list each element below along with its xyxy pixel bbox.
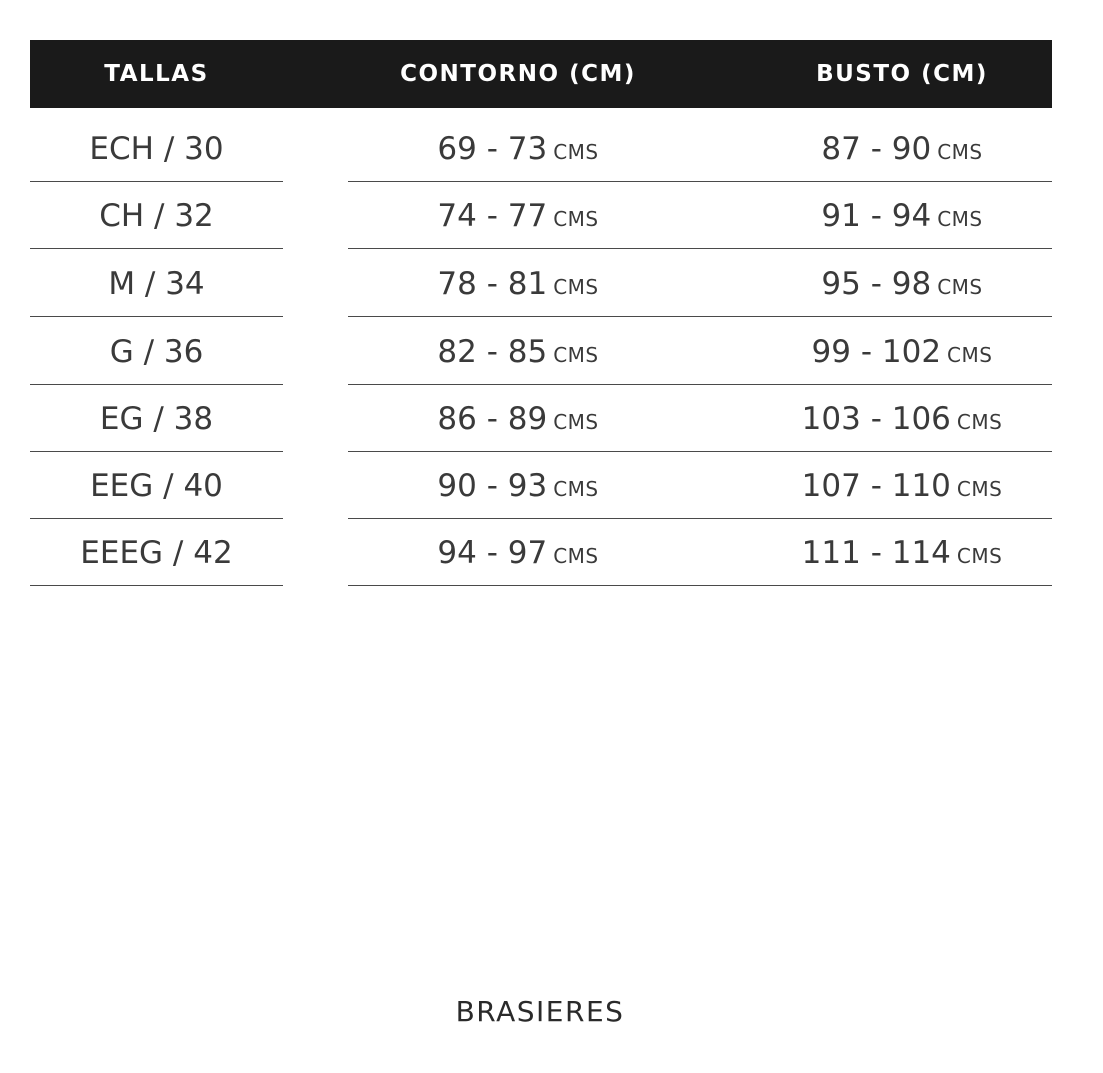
unit-label: CMS	[956, 410, 1003, 434]
table-row	[0, 114, 1103, 182]
contorno-cell	[348, 317, 688, 384]
header-busto: BUSTO (CM)	[816, 61, 988, 87]
busto-value: 111 - 114	[801, 535, 951, 571]
contorno-value: 82 - 85	[437, 334, 548, 370]
unit-label: CMS	[553, 544, 599, 568]
contorno-value: 86 - 89	[437, 401, 548, 437]
busto-cell	[732, 518, 1072, 585]
contorno-cell	[348, 451, 688, 518]
table-header	[30, 40, 1052, 108]
unit-label: CMS	[553, 275, 599, 299]
talla-cell: EEG / 40	[90, 468, 223, 504]
unit-label: CMS	[553, 207, 599, 231]
busto-cell	[732, 317, 1072, 384]
table-row	[0, 518, 1103, 586]
contorno-cell	[348, 518, 688, 585]
divider-line	[348, 585, 1052, 586]
talla-cell: EG / 38	[99, 401, 214, 437]
table-row	[0, 317, 1103, 385]
contorno-cell	[348, 249, 688, 316]
table-row	[0, 451, 1103, 519]
busto-cell	[732, 249, 1072, 316]
contorno-cell	[348, 114, 688, 181]
unit-label: CMS	[956, 544, 1003, 568]
header-contorno: CONTORNO (CM)	[400, 61, 636, 87]
contorno-cell	[348, 181, 688, 248]
talla-cell: G / 36	[109, 334, 204, 370]
unit-label: CMS	[553, 477, 599, 501]
unit-label: CMS	[553, 140, 599, 164]
busto-value: 107 - 110	[801, 468, 951, 504]
contorno-value: 90 - 93	[437, 468, 548, 504]
talla-cell: ECH / 30	[89, 131, 224, 167]
contorno-cell	[348, 384, 688, 451]
unit-label: CMS	[956, 477, 1003, 501]
unit-label: CMS	[553, 410, 599, 434]
contorno-value: 69 - 73	[437, 131, 548, 167]
product-caption: BRASIERES	[455, 995, 625, 1028]
busto-cell	[732, 384, 1072, 451]
unit-label: CMS	[553, 343, 599, 367]
unit-label: CMS	[947, 343, 993, 367]
busto-value: 87 - 90	[821, 131, 932, 167]
header-tallas: TALLAS	[104, 61, 209, 87]
talla-cell: EEEG / 42	[80, 535, 233, 571]
talla-cell: CH / 32	[99, 198, 214, 234]
unit-label: CMS	[937, 207, 983, 231]
busto-value: 95 - 98	[821, 266, 932, 302]
unit-label: CMS	[937, 140, 983, 164]
contorno-value: 74 - 77	[437, 198, 548, 234]
busto-cell	[732, 451, 1072, 518]
busto-value: 99 - 102	[811, 334, 942, 370]
busto-value: 103 - 106	[801, 401, 951, 437]
busto-cell	[732, 114, 1072, 181]
table-row	[0, 384, 1103, 452]
contorno-value: 94 - 97	[437, 535, 548, 571]
table-row	[0, 181, 1103, 249]
contorno-value: 78 - 81	[437, 266, 548, 302]
busto-value: 91 - 94	[821, 198, 932, 234]
talla-cell: M / 34	[108, 266, 205, 302]
table-row	[0, 249, 1103, 317]
divider-line	[30, 585, 283, 586]
unit-label: CMS	[937, 275, 983, 299]
busto-cell	[732, 181, 1072, 248]
